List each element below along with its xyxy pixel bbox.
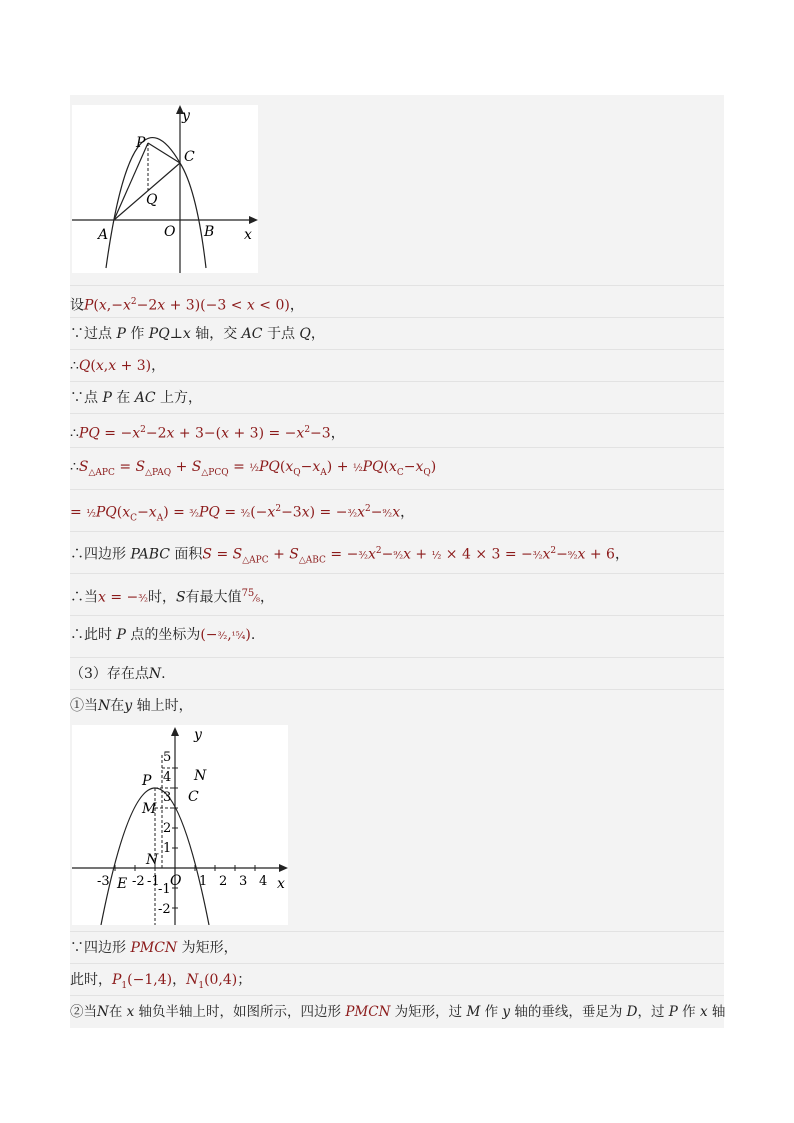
fig2-xtick-1: 1 (199, 874, 208, 889)
fig2-ytick-5: 5 (163, 750, 172, 765)
figure-1-svg (72, 105, 258, 273)
fig1-label-b: B (204, 224, 215, 240)
text-line-15: ②当N在 x 轴负半轴上时，如图所示，四边形 PMCN 为矩形，过 M 作 y 轴的垂线，垂足为 D，过 P 作 x 轴 (70, 1004, 726, 1020)
fig1-label-y: y (182, 108, 190, 124)
fig2-ytick-3: 3 (163, 790, 172, 805)
separator (70, 531, 724, 532)
separator (70, 615, 724, 616)
separator (70, 931, 724, 932)
fig1-label-q: Q (146, 192, 158, 208)
text-line-1: 设$P(x,-x^2-2x + 3)(-3 < x < 0)$， (70, 297, 304, 314)
fig1-label-c: C (184, 149, 195, 165)
text-line-12: ①当N在y 轴上时， (70, 698, 193, 714)
fig2-label-p: P (142, 773, 152, 789)
fig2-ytick-4: 4 (163, 770, 172, 785)
fig2-ytick-neg2: -2 (158, 902, 171, 917)
separator (70, 963, 724, 964)
fig2-ytick-neg1: -1 (158, 882, 171, 897)
separator (70, 285, 724, 286)
fig2-label-n-bottom: N (146, 852, 159, 868)
fig2-ytick-2: 2 (163, 821, 172, 836)
fig2-label-y: y (194, 727, 202, 743)
text-line-7: = $\frac{1}{2}PQ(x_C-x_A)$ = ³⁄₂PQ = $^3⁄_2(-x^2-3x)$ = $-^3⁄_2x^2-^9⁄_2x$， (70, 504, 415, 524)
figure-2-svg (72, 725, 288, 925)
separator (70, 657, 724, 658)
fig2-label-m: M (142, 801, 157, 817)
text-line-14: 此时，$P_1(-1,4)$，$N_1(0,4)$； (70, 972, 252, 991)
text-line-11: （3）存在点N. (70, 666, 166, 682)
text-line-13: ∵四边形 PMCN 为矩形， (70, 940, 238, 956)
fig2-ytick-1: 1 (163, 841, 172, 856)
fig1-label-x: x (244, 227, 252, 243)
text-line-10: ∴此时 P 点的坐标为(−³⁄₂,¹⁵⁄₄). (70, 627, 256, 643)
separator (70, 573, 724, 574)
fig2-label-o: O (170, 873, 182, 889)
text-line-8: ∴四边形 PABC 面积$S = S_{\triangle APC} + S_{\triangle ABC}$ = $-^3⁄_2x^2-^9⁄_2x$ + ½ × $4 \times 3 = -^3⁄_2x^2-^9⁄_2x + 6$， (70, 546, 629, 566)
fig2-label-x: x (277, 876, 285, 892)
separator (70, 413, 724, 414)
fig1-label-a: A (98, 227, 109, 243)
separator (70, 689, 724, 690)
separator (70, 447, 724, 448)
fig2-xtick-2: 2 (219, 874, 228, 889)
text-line-3: ∴Q(x,x + 3)， (70, 358, 166, 374)
separator (70, 995, 724, 996)
fig2-xtick-3: 3 (239, 874, 248, 889)
separator (70, 489, 724, 490)
text-line-2: ∵过点 P 作 PQ⊥x 轴，交 AC 于点 Q， (70, 326, 325, 342)
fig2-xtick-4: 4 (259, 874, 268, 889)
figure-parabola-pmcn (72, 725, 288, 925)
fig1-label-o: O (164, 224, 176, 240)
solution-page (70, 95, 724, 1028)
text-line-4: ∵点 P 在 AC 上方， (70, 390, 203, 406)
text-line-9: ∴当x = −³⁄₂时，S有最大值$^{75}$⁄₈， (70, 588, 274, 606)
figure-parabola-apc (72, 105, 258, 273)
text-line-6: $\therefore S_{\triangle APC} = S_{\triangle PAQ} + S_{\triangle PCQ}$ = $\frac{1}{2}PQ(x_Q-x_A)$ + $\frac{1}{2}PQ(x_C-x_Q)$ (70, 459, 437, 478)
fig2-label-n-top: N (194, 768, 207, 784)
separator (70, 381, 724, 382)
fig2-label-c: C (188, 789, 199, 805)
fig2-xtick-neg2: -2 (132, 874, 145, 889)
separator (70, 317, 724, 318)
separator (70, 349, 724, 350)
fig2-label-e: E (117, 876, 128, 892)
fig1-label-p: P (136, 135, 146, 151)
fig2-xtick-neg1: -1 (147, 874, 160, 889)
text-line-5: ∴PQ = $-x^2-2x + 3-(x + 3) = -x^2-3$， (70, 425, 345, 442)
fig2-xtick-neg3: -3 (97, 874, 110, 889)
